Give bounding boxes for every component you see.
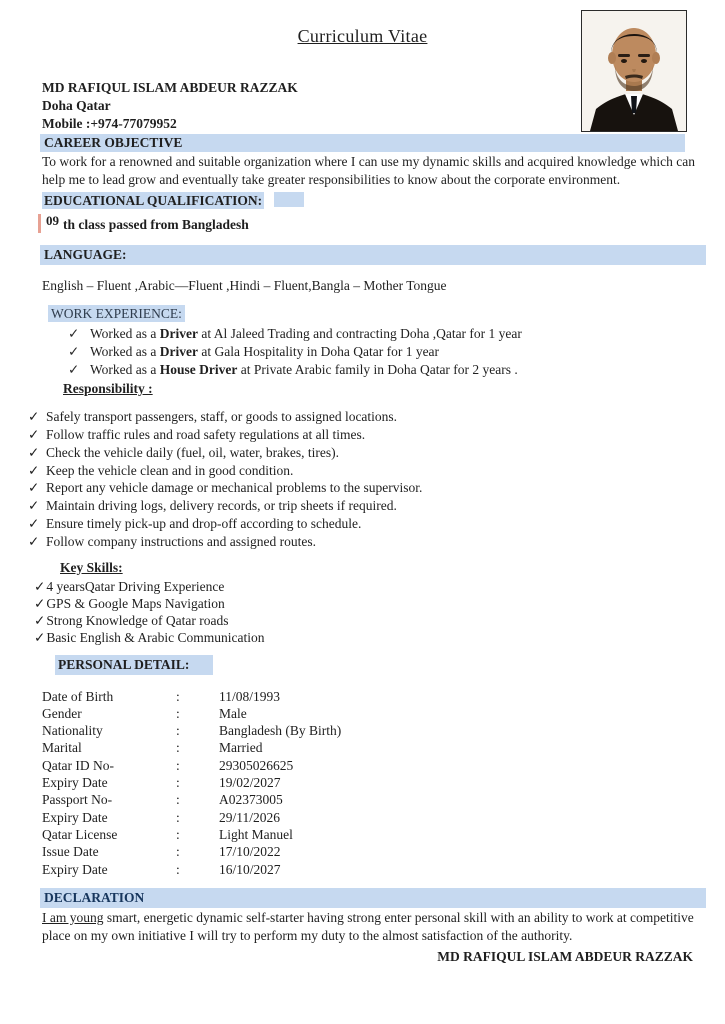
work-item-role: Driver	[159, 343, 198, 359]
check-icon: ✓	[28, 533, 40, 549]
section-heading-personal-detail	[55, 655, 725, 675]
responsibility-item-text: Keep the vehicle clean and in good condition.	[46, 462, 294, 478]
check-icon: ✓	[28, 427, 40, 443]
check-icon: ✓	[68, 325, 80, 341]
responsibility-item-text: Check the vehicle daily (fuel, oil, water, brakes, tires).	[46, 444, 339, 460]
detail-separator: :	[176, 740, 180, 756]
detail-label: Issue Date	[42, 844, 99, 860]
table-row	[42, 739, 725, 756]
detail-separator: :	[176, 844, 180, 860]
detail-label: Gender	[42, 705, 82, 721]
key-skill-item	[34, 629, 725, 646]
detail-value: 17/10/2022	[219, 844, 281, 860]
detail-separator: :	[176, 809, 180, 825]
key-skill-text: 4 yearsQatar Driving Experience	[46, 578, 225, 594]
work-experience-item	[68, 325, 725, 343]
detail-label: Qatar License	[42, 826, 118, 842]
check-icon: ✓	[28, 462, 40, 478]
work-experience-item	[68, 343, 725, 361]
detail-separator: :	[176, 826, 180, 842]
table-row	[42, 774, 725, 791]
detail-value: 19/02/2027	[219, 775, 281, 791]
check-icon: ✓	[28, 516, 40, 531]
detail-separator: :	[176, 861, 180, 877]
table-row	[42, 861, 725, 878]
educational-qualification-label: EDUCATIONAL QUALIFICATION:	[44, 192, 263, 208]
work-item-detail: at Al Jaleed Trading and contracting Doha ,Qatar for 1 year	[198, 325, 522, 341]
table-row	[42, 809, 725, 826]
detail-separator: :	[176, 775, 180, 791]
check-icon: ✓	[28, 480, 40, 496]
responsibility-item	[28, 408, 725, 426]
key-skill-text: Basic English & Arabic Communication	[46, 629, 265, 645]
responsibility-item-text: Safely transport passengers, staff, or goods to assigned locations.	[46, 409, 398, 425]
key-skill-item	[34, 595, 725, 612]
career-objective-text: To work for a renowned and suitable organization where I can use my dynamic skills and acquired knowledge which can help me to lead grow and eventually take greater responsibilities to know about the corporate environment.	[42, 153, 695, 187]
declaration-body-text: smart, energetic dynamic self-starter having strong enter personal skill with an ability to work at competitive place on my own initiative I will try to perform my duty to the almost satisfaction of the authority.	[42, 909, 694, 943]
responsibility-item-text: Follow traffic rules and road safety regulations at all times.	[46, 427, 366, 443]
detail-value: A02373005	[219, 792, 283, 808]
table-row	[42, 843, 725, 860]
table-row	[42, 826, 725, 843]
work-item-detail: at Gala Hospitality in Doha Qatar for 1 year	[198, 343, 440, 359]
work-item-prefix: Worked as a	[90, 362, 160, 378]
responsibility-item	[28, 515, 725, 533]
education-entry-text: th class passed from Bangladesh	[63, 216, 249, 232]
key-skill-text: GPS & Google Maps Navigation	[46, 595, 225, 611]
declaration-text	[42, 909, 700, 945]
detail-value: 11/08/1993	[219, 688, 281, 704]
detail-label: Qatar ID No-	[42, 757, 114, 773]
signature-name: MD RAFIQUL ISLAM ABDEUR RAZZAK	[437, 948, 693, 964]
declaration-underlined-text: I am young	[42, 909, 104, 925]
detail-value: 29305026625	[219, 757, 294, 773]
key-skill-text: Strong Knowledge of Qatar roads	[46, 612, 229, 628]
candidate-name: MD RAFIQUL ISLAM ABDEUR RAZZAK	[42, 80, 298, 95]
detail-value: Light Manuel	[219, 826, 293, 842]
responsibility-item	[28, 444, 725, 462]
detail-value: Married	[219, 740, 263, 756]
profile-photo	[581, 10, 687, 132]
table-row	[42, 722, 725, 739]
detail-label: Marital	[42, 740, 82, 756]
work-experience-label: WORK EXPERIENCE:	[48, 305, 185, 322]
detail-label: Nationality	[42, 723, 103, 739]
responsibility-item	[28, 497, 725, 515]
responsibility-item-text: Follow company instructions and assigned routes.	[46, 533, 316, 549]
table-row	[42, 791, 725, 808]
work-item-prefix: Worked as a	[90, 343, 160, 359]
personal-detail-table	[42, 688, 725, 878]
key-skill-item	[34, 612, 725, 629]
check-icon: ✓	[68, 362, 80, 378]
personal-detail-label: PERSONAL DETAIL:	[55, 655, 213, 675]
responsibility-list	[28, 408, 725, 550]
section-heading-declaration: DECLARATION	[40, 888, 706, 908]
responsibility-item-text: Ensure timely pick-up and drop-off according to schedule.	[46, 516, 362, 531]
work-experience-item	[68, 361, 725, 379]
responsibility-item	[28, 533, 725, 551]
detail-separator: :	[176, 792, 180, 808]
detail-value: 16/10/2027	[219, 861, 281, 877]
key-skills-heading: Key Skills:	[60, 559, 123, 575]
work-item-role: House Driver	[159, 362, 238, 378]
section-heading-educational-qualification	[42, 192, 725, 209]
detail-value: 29/11/2026	[219, 809, 281, 825]
detail-label: Expiry Date	[42, 861, 108, 877]
responsibility-item-text: Maintain driving logs, delivery records, or trip sheets if required.	[46, 498, 397, 514]
education-entry	[38, 214, 725, 233]
detail-separator: :	[176, 705, 180, 721]
education-class-number: 09	[46, 212, 59, 228]
work-item-role: Driver	[159, 325, 198, 341]
check-icon: ✓	[68, 343, 80, 359]
page-title-text: Curriculum Vitae	[297, 26, 428, 46]
candidate-location: Doha Qatar	[42, 98, 111, 114]
detail-separator: :	[176, 723, 180, 739]
work-item-detail: at Private Arabic family in Doha Qatar for 2 years .	[237, 362, 518, 378]
change-marker-bar	[38, 214, 41, 233]
detail-value: Male	[219, 705, 247, 721]
responsibility-item	[28, 462, 725, 480]
highlight-box	[274, 192, 304, 207]
detail-label: Expiry Date	[42, 775, 108, 791]
check-icon: ✓	[34, 629, 46, 645]
language-proficiency-text: English – Fluent ,Arabic—Fluent ,Hindi – Fluent,Bangla – Mother Tongue	[42, 277, 447, 293]
detail-separator: :	[176, 688, 180, 704]
section-heading-career-objective: CAREER OBJECTIVE	[40, 134, 685, 152]
check-icon: ✓	[28, 498, 40, 514]
key-skill-item	[34, 578, 725, 595]
table-row	[42, 757, 725, 774]
responsibility-item	[28, 479, 725, 497]
work-item-prefix: Worked as a	[90, 325, 160, 341]
section-heading-work-experience	[48, 306, 725, 322]
key-skills-list	[34, 578, 725, 646]
work-experience-list	[68, 325, 725, 380]
detail-label: Expiry Date	[42, 809, 108, 825]
table-row	[42, 688, 725, 705]
section-heading-language: LANGUAGE:	[40, 245, 706, 265]
check-icon: ✓	[34, 612, 46, 628]
table-row	[42, 705, 725, 722]
responsibility-item-text: Report any vehicle damage or mechanical problems to the supervisor.	[46, 480, 423, 496]
responsibility-item	[28, 426, 725, 444]
candidate-mobile: Mobile :+974-77079952	[42, 116, 177, 132]
check-icon: ✓	[28, 409, 40, 425]
detail-separator: :	[176, 757, 180, 773]
responsibility-heading: Responsibility :	[63, 381, 153, 397]
detail-label: Passport No-	[42, 792, 113, 808]
check-icon: ✓	[34, 578, 46, 594]
check-icon: ✓	[34, 595, 46, 611]
detail-label: Date of Birth	[42, 688, 114, 704]
detail-value: Bangladesh (By Birth)	[219, 723, 342, 739]
check-icon: ✓	[28, 444, 40, 460]
portrait-image	[582, 11, 686, 131]
